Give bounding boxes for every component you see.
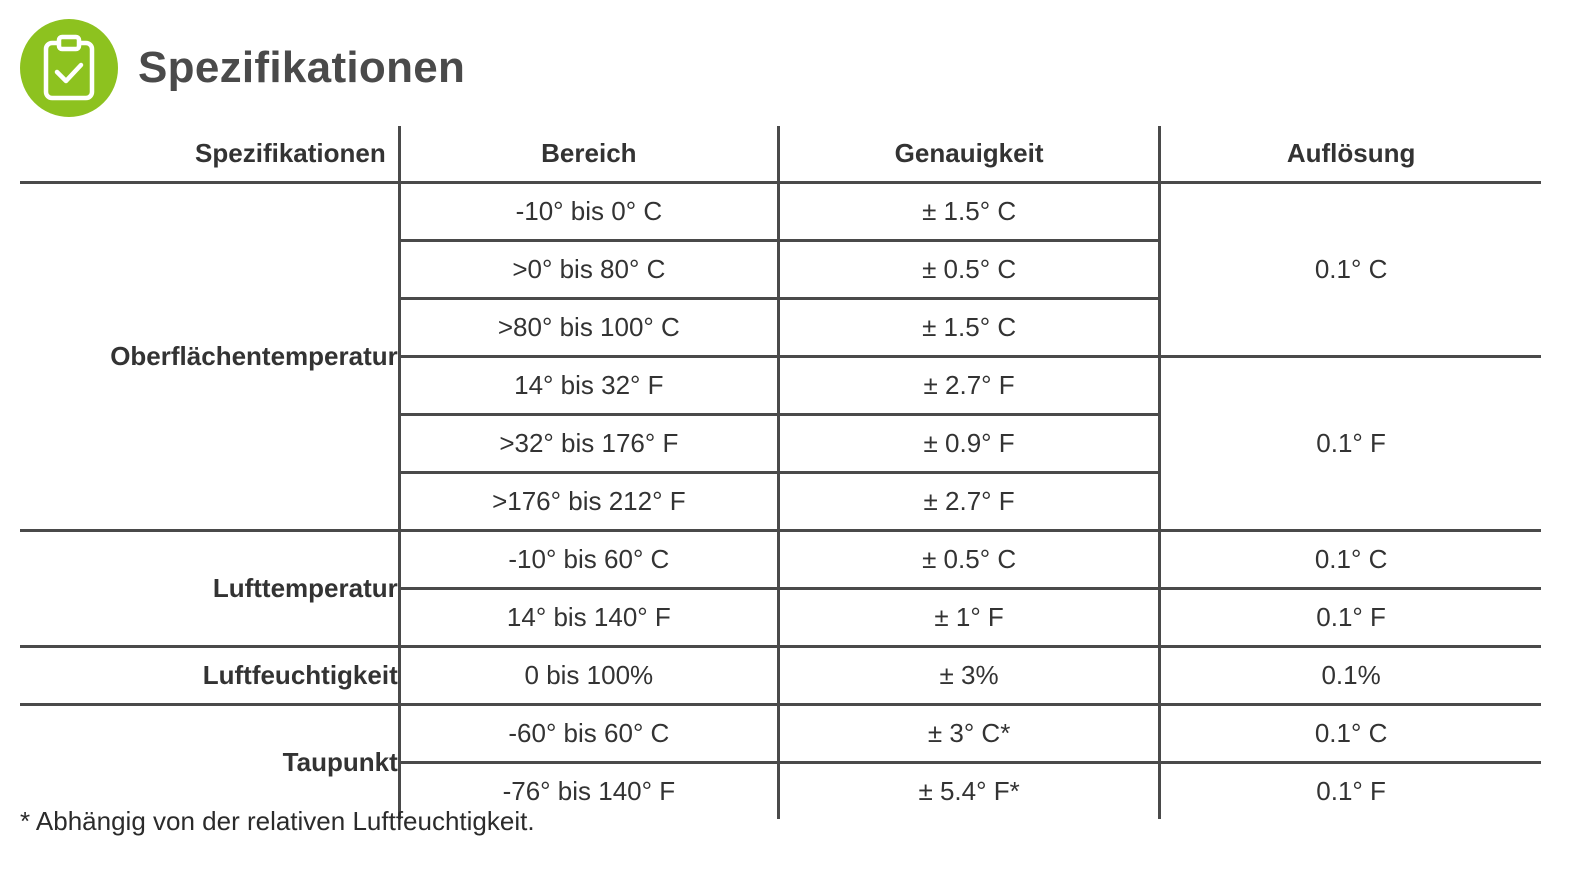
accuracy-cell: ± 3° C*: [778, 705, 1159, 763]
resolution-cell: 0.1° F: [1160, 589, 1541, 647]
table-row: [20, 183, 1541, 241]
column-header-spec: Spezifikationen: [195, 138, 386, 168]
range-cell: 14° bis 140° F: [399, 589, 778, 647]
resolution-cell: 0.1° F: [1160, 357, 1541, 531]
resolution-cell: 0.1° C: [1160, 705, 1541, 763]
resolution-cell: 0.1° F: [1160, 763, 1541, 820]
column-header-resolution: Auflösung: [1160, 126, 1541, 183]
range-cell: >0° bis 80° C: [399, 241, 778, 299]
resolution-cell: 0.1° C: [1160, 531, 1541, 589]
accuracy-cell: ± 2.7° F: [778, 357, 1159, 415]
column-header-accuracy: Genauigkeit: [778, 126, 1159, 183]
accuracy-cell: ± 0.5° C: [778, 531, 1159, 589]
page-title: Spezifikationen: [138, 43, 466, 92]
accuracy-cell: ± 3%: [778, 647, 1159, 705]
table-row: [20, 647, 1541, 705]
accuracy-cell: ± 5.4° F*: [778, 763, 1159, 820]
column-header-range: Bereich: [399, 126, 778, 183]
range-cell: 14° bis 32° F: [399, 357, 778, 415]
accuracy-cell: ± 0.9° F: [778, 415, 1159, 473]
resolution-cell: 0.1%: [1160, 647, 1541, 705]
accuracy-cell: ± 2.7° F: [778, 473, 1159, 531]
table-header-row: [20, 126, 1541, 183]
table-row: [20, 531, 1541, 589]
spec-table: [20, 126, 1541, 819]
range-cell: >80° bis 100° C: [399, 299, 778, 357]
row-label-dew-point: Taupunkt: [20, 705, 399, 820]
range-cell: >32° bis 176° F: [399, 415, 778, 473]
accuracy-cell: ± 1° F: [778, 589, 1159, 647]
range-cell: -10° bis 0° C: [399, 183, 778, 241]
range-cell: -60° bis 60° C: [399, 705, 778, 763]
range-cell: 0 bis 100%: [399, 647, 778, 705]
accuracy-cell: ± 1.5° C: [778, 299, 1159, 357]
accuracy-cell: ± 1.5° C: [778, 183, 1159, 241]
table-row: [20, 705, 1541, 763]
page-header: [20, 18, 465, 118]
range-cell: >176° bis 212° F: [399, 473, 778, 531]
range-cell: -10° bis 60° C: [399, 531, 778, 589]
row-label-air-temp: Lufttemperatur: [20, 531, 399, 647]
accuracy-cell: ± 0.5° C: [778, 241, 1159, 299]
resolution-cell: 0.1° C: [1160, 183, 1541, 357]
footnote: * Abhängig von der relativen Luftfeuchtigkeit.: [20, 806, 535, 836]
row-label-surface-temp: Oberflächentemperatur: [110, 341, 398, 371]
row-label-humidity: Luftfeuchtigkeit: [20, 647, 399, 705]
range-cell: -76° bis 140° F: [399, 763, 778, 820]
clipboard-check-icon: [20, 19, 118, 117]
